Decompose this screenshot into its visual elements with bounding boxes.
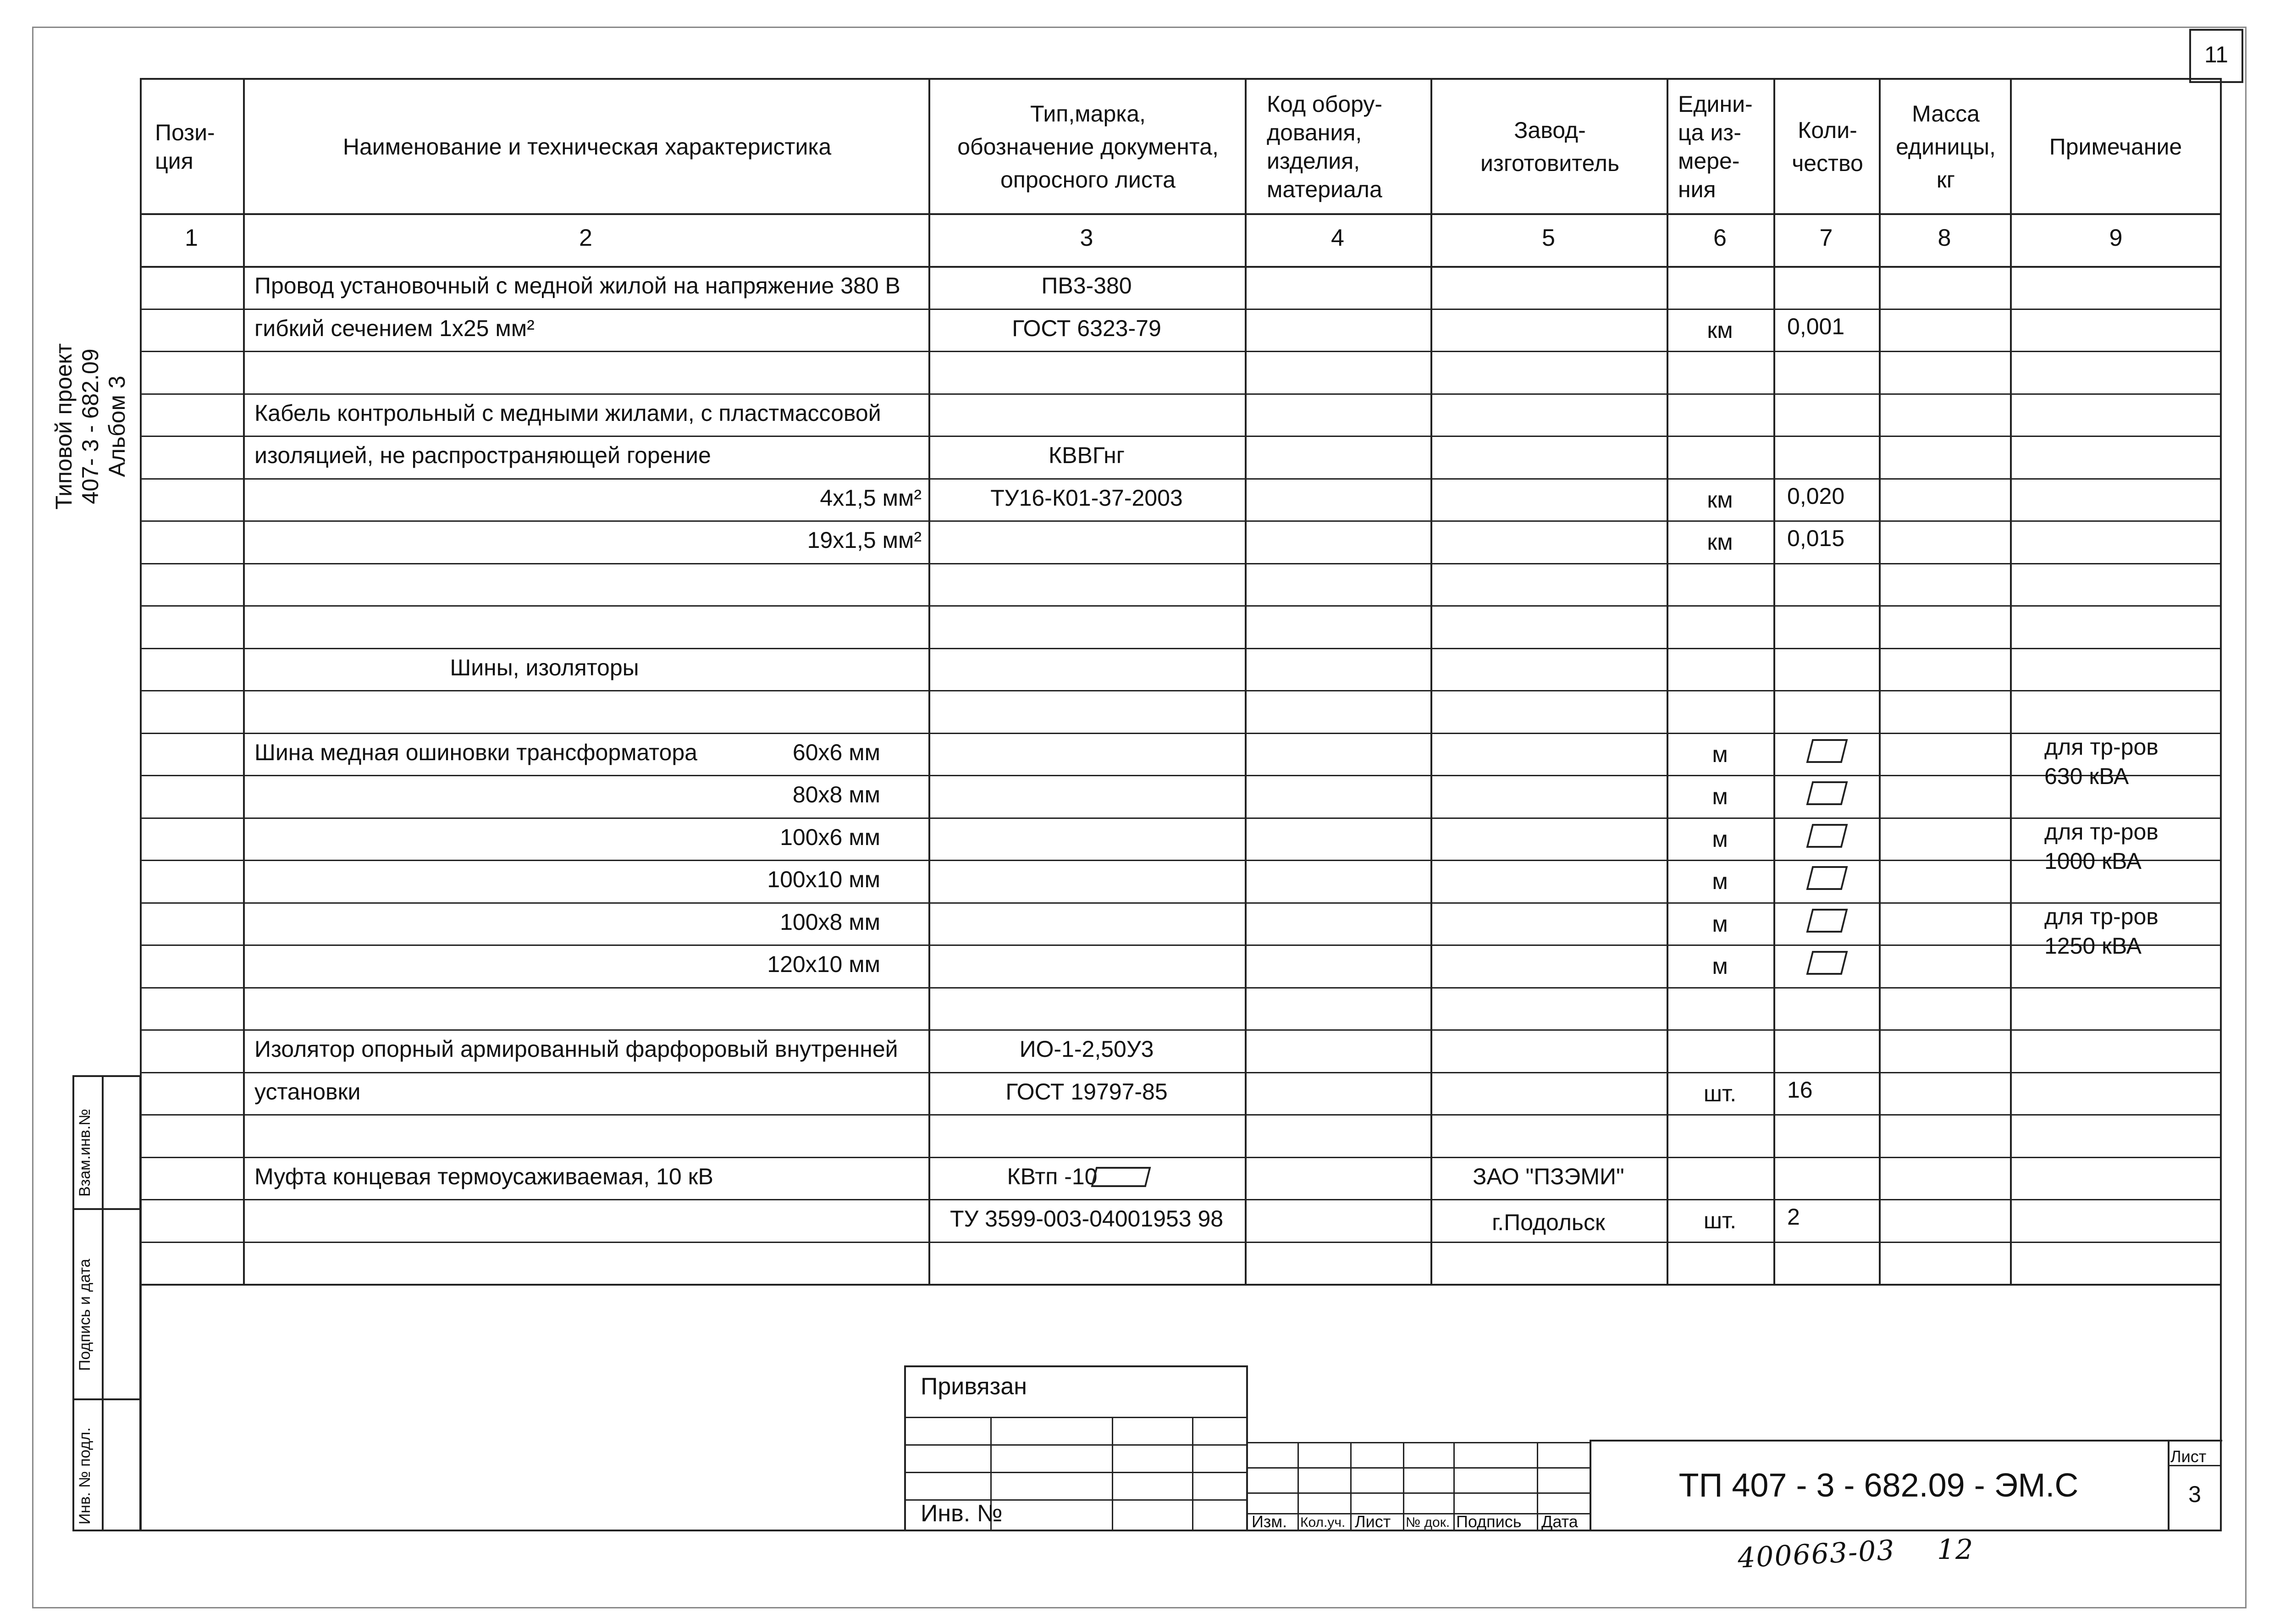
header-unit: Едини- ца из- мере- ния	[1678, 91, 1753, 202]
column-number: 7	[1819, 225, 1833, 251]
row-qty: 0,015	[1787, 525, 1845, 551]
row-unit: м	[1712, 741, 1728, 767]
row-type: ИО-1-2,50У3	[1019, 1036, 1154, 1062]
row-divider	[140, 520, 2222, 522]
column-number: 3	[1080, 225, 1093, 251]
row-divider	[140, 563, 2222, 564]
row-unit: шт.	[1703, 1208, 1737, 1233]
privyazan-label: Привязан	[921, 1373, 1027, 1400]
row-name: изоляцией, не распространяющей горение	[254, 442, 711, 468]
row-name: гибкий сечением 1х25 мм²	[254, 315, 535, 341]
row-note: 1250 кВА	[2044, 933, 2142, 959]
row-unit: м	[1712, 953, 1728, 979]
blank-qty-box	[1806, 909, 1848, 933]
list-label: Лист	[2170, 1447, 2207, 1466]
row-name-size: 60х6 мм	[792, 739, 880, 765]
designation: ТП 407 - 3 - 682.09 - ЭМ.С	[1678, 1467, 2079, 1504]
label-kol-uch: Кол.уч.	[1300, 1515, 1346, 1530]
row-name: установки	[254, 1078, 361, 1105]
label-n-dok: № док.	[1406, 1515, 1450, 1530]
row-divider	[140, 393, 2222, 395]
column-number: 4	[1331, 225, 1344, 251]
row-divider	[140, 1199, 2222, 1200]
side-stamp-line1: Типовой проект	[51, 343, 77, 510]
side-stamp-line3: Альбом 3	[104, 376, 130, 477]
column-number: 8	[1938, 225, 1951, 251]
label-list: Лист	[1355, 1512, 1391, 1531]
header-note: Примечание	[2049, 134, 2182, 160]
row-unit: м	[1712, 826, 1728, 852]
header-type: Тип,марка, обозначение документа, опросного листа	[957, 101, 1219, 193]
row-name-size: 100х6 мм	[780, 824, 880, 850]
column-divider	[1245, 78, 1247, 1284]
header-name: Наименование и техническая характеристика	[342, 134, 832, 160]
row-unit: м	[1712, 868, 1728, 894]
row-qty: 0,001	[1787, 313, 1845, 339]
row-divider	[140, 733, 2222, 734]
row-divider	[140, 1072, 2222, 1073]
column-number: 6	[1713, 225, 1727, 251]
column-divider	[243, 78, 245, 1284]
list-number: 3	[2188, 1481, 2201, 1507]
row-divider	[140, 1284, 2222, 1286]
header-pos: Пози- ция	[155, 120, 215, 174]
column-divider	[2010, 78, 2012, 1284]
header-maker: Завод- изготовитель	[1480, 117, 1620, 176]
row-note: 630 кВА	[2044, 763, 2129, 789]
row-name: Изолятор опорный армированный фарфоровый внутренней	[254, 1036, 898, 1062]
blank-qty-box	[1806, 866, 1848, 890]
row-name: Провод установочный с медной жилой на напряжение 380 В	[254, 273, 900, 298]
row-name-size: 100х8 мм	[780, 909, 880, 935]
blank-qty-box	[1806, 781, 1848, 805]
column-divider	[1773, 78, 1775, 1284]
row-name: Шина медная ошиновки трансформатора	[254, 739, 697, 765]
row-divider	[140, 266, 2222, 268]
row-type: ПВ3-380	[1041, 273, 1132, 298]
label-podpis-data: Подпись и дата	[76, 1259, 94, 1371]
header-qty: Коли- чество	[1792, 117, 1863, 176]
row-divider	[140, 987, 2222, 989]
row-divider	[140, 1114, 2222, 1116]
row-note: 1000 кВА	[2044, 848, 2142, 874]
row-name-size: 80х8 мм	[792, 782, 880, 807]
row-type: ТУ16-К01-37-2003	[990, 485, 1183, 511]
row-note: для тр-ров	[2044, 818, 2159, 845]
label-inv-podl: Инв. № подл.	[76, 1427, 94, 1525]
row-type: ГОСТ 19797-85	[1005, 1078, 1168, 1105]
row-divider	[140, 945, 2222, 946]
handwritten-code: 400663-03	[1737, 1534, 1896, 1574]
row-name-size: 120х10 мм	[767, 951, 880, 977]
row-unit: км	[1707, 529, 1733, 555]
row-divider	[140, 213, 2222, 215]
row-qty: 16	[1787, 1077, 1813, 1103]
header-mass: Масса единицы, кг	[1896, 101, 1996, 193]
row-note: для тр-ров	[2044, 734, 2159, 760]
row-unit: шт.	[1703, 1080, 1737, 1106]
row-type: ТУ 3599-003-04001953 98	[950, 1206, 1224, 1232]
row-unit: км	[1707, 486, 1733, 513]
row-divider	[140, 1157, 2222, 1158]
label-izm: Изм.	[1252, 1512, 1287, 1531]
row-type: КВВГнг	[1049, 442, 1125, 468]
column-number: 9	[2109, 225, 2123, 251]
row-divider	[140, 309, 2222, 310]
row-section-title: Шины, изоляторы	[450, 654, 639, 680]
row-divider	[140, 478, 2222, 480]
row-unit: м	[1712, 911, 1728, 937]
label-vzam-inv: Взам.инв.№	[76, 1109, 94, 1197]
row-note: для тр-ров	[2044, 903, 2159, 929]
row-maker: г.Подольск	[1492, 1210, 1605, 1235]
row-divider	[140, 436, 2222, 437]
column-divider	[1879, 78, 1881, 1284]
row-divider	[140, 775, 2222, 776]
row-type: ГОСТ 6323-79	[1012, 315, 1161, 341]
row-qty: 2	[1787, 1204, 1800, 1230]
row-divider	[140, 351, 2222, 352]
blank-qty-box	[1806, 951, 1848, 975]
row-name: Кабель контрольный с медными жилами, с пластмассовой	[254, 400, 881, 426]
side-stamp	[50, 307, 130, 546]
blank-value-box	[1091, 1167, 1151, 1187]
row-name-size: 100х10 мм	[767, 867, 880, 892]
column-divider	[1430, 78, 1432, 1284]
side-stamp-line2: 407- 3 - 682.09	[77, 348, 103, 504]
column-number: 1	[185, 225, 198, 251]
row-divider	[140, 605, 2222, 607]
row-type: КВтп -10	[1007, 1163, 1098, 1189]
row-divider	[140, 690, 2222, 691]
blank-qty-box	[1806, 824, 1848, 848]
row-divider	[140, 860, 2222, 861]
row-divider	[140, 1242, 2222, 1243]
header-code: Код обору- дования, изделия, материала	[1267, 91, 1383, 202]
row-divider	[140, 648, 2222, 649]
row-qty: 0,020	[1787, 483, 1845, 509]
row-name-size: 4х1,5 мм²	[820, 485, 922, 511]
row-name-size: 19х1,5 мм²	[807, 527, 922, 553]
row-divider	[140, 902, 2222, 904]
row-name: Муфта концевая термоусаживаемая, 10 кВ	[254, 1163, 713, 1189]
label-data: Дата	[1541, 1512, 1578, 1531]
row-divider	[140, 818, 2222, 819]
column-number: 5	[1542, 225, 1555, 251]
row-unit: м	[1712, 784, 1728, 809]
row-maker: ЗАО "ПЗЭМИ"	[1473, 1163, 1624, 1189]
label-podpis: Подпись	[1456, 1512, 1522, 1531]
sheet-number-top: 11	[2204, 42, 2228, 67]
handwritten-page: 12	[1937, 1534, 1974, 1566]
row-divider	[140, 1029, 2222, 1031]
column-number: 2	[579, 225, 592, 251]
inv-no-label: Инв. №	[921, 1500, 1003, 1527]
blank-qty-box	[1806, 739, 1848, 763]
row-unit: км	[1707, 317, 1733, 343]
